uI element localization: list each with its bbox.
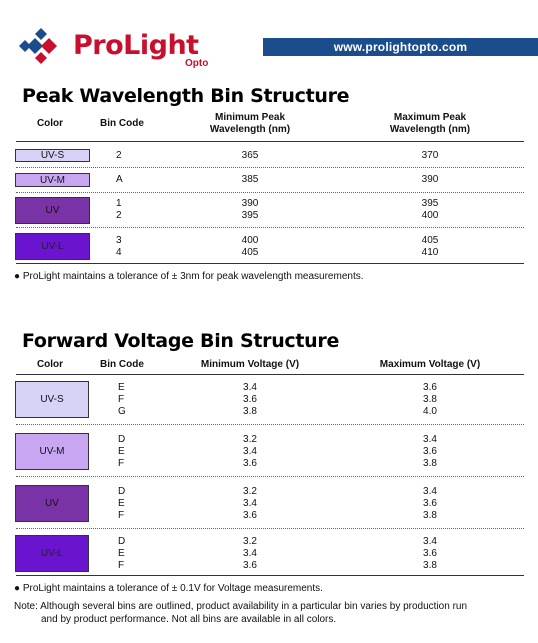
voltage-bins: D E F — [118, 434, 126, 469]
swatch-uv-s: UV-S — [15, 381, 89, 418]
voltage-header-max: Maximum Voltage (V) — [379, 359, 481, 370]
voltage-bins: E F G — [118, 382, 126, 417]
peak-header-rule — [16, 141, 524, 142]
swatch-uv-l: UV-L — [15, 535, 89, 572]
voltage-header-bin-code: Bin Code — [100, 359, 144, 370]
voltage-min: 3.2 3.4 3.6 — [243, 434, 257, 469]
brand-sub: Opto — [185, 58, 209, 69]
peak-min: 390 395 — [241, 198, 259, 221]
voltage-header-color: Color — [36, 359, 64, 370]
voltage-header-rule — [16, 374, 524, 375]
peak-min: 400 405 — [241, 235, 259, 258]
voltage-section-title: Forward Voltage Bin Structure — [22, 330, 340, 352]
swatch-uv-s: UV-S — [15, 149, 90, 162]
voltage-max: 3.4 3.6 3.8 — [423, 486, 437, 521]
peak-max: 390 — [421, 174, 439, 185]
peak-section-title: Peak Wavelength Bin Structure — [22, 85, 350, 107]
swatch-uv: UV — [15, 197, 90, 224]
peak-max: 405 410 — [421, 235, 439, 258]
peak-bin: A — [116, 174, 123, 185]
prolight-logo — [17, 26, 217, 70]
peak-bin: 3 4 — [116, 235, 122, 258]
peak-bin: 2 — [116, 150, 122, 161]
peak-bin: 1 2 — [116, 198, 122, 221]
peak-header-bin-code: Bin Code — [100, 118, 144, 129]
peak-bottom-rule — [16, 263, 524, 264]
voltage-bins: D E F — [118, 486, 126, 521]
swatch-uv: UV — [15, 485, 89, 522]
voltage-max: 3.4 3.6 3.8 — [423, 434, 437, 469]
peak-header-max: Maximum Peak Wavelength (nm) — [389, 112, 471, 135]
voltage-max: 3.4 3.6 3.8 — [423, 536, 437, 571]
voltage-bottom-rule — [16, 575, 524, 576]
divider — [16, 167, 524, 168]
divider — [16, 192, 524, 193]
voltage-min: 3.2 3.4 3.6 — [243, 536, 257, 571]
peak-tolerance-note: ● ProLight maintains a tolerance of ± 3nm for peak wavelength measurements. — [14, 271, 364, 282]
divider — [16, 424, 524, 425]
divider — [16, 476, 524, 477]
voltage-tolerance-note: ● ProLight maintains a tolerance of ± 0.1V for Voltage measurements. — [14, 583, 323, 594]
website-url-link[interactable]: www.prolightopto.com — [263, 38, 538, 56]
divider — [16, 227, 524, 228]
peak-header-min: Minimum Peak Wavelength (nm) — [209, 112, 291, 135]
peak-max: 370 — [421, 150, 439, 161]
peak-min: 385 — [241, 174, 259, 185]
voltage-min: 3.2 3.4 3.6 — [243, 486, 257, 521]
swatch-uv-m: UV-M — [15, 433, 89, 470]
peak-max: 395 400 — [421, 198, 439, 221]
diamond-logo-icon — [17, 28, 67, 64]
voltage-header-min: Minimum Voltage (V) — [200, 359, 300, 370]
swatch-uv-m: UV-M — [15, 173, 90, 187]
voltage-max: 3.6 3.8 4.0 — [423, 382, 437, 417]
voltage-min: 3.4 3.6 3.8 — [243, 382, 257, 417]
divider — [16, 528, 524, 529]
availability-footnote: Note: Although several bins are outlined, product availability in a particular bin varies by production run and by product performance. Not all bins are available in all colors. — [14, 601, 468, 625]
voltage-bins: D E F — [118, 536, 126, 571]
swatch-uv-l: UV-L — [15, 233, 90, 260]
peak-min: 365 — [241, 150, 259, 161]
brand-name: ProLight — [73, 30, 199, 61]
peak-header-color: Color — [36, 118, 64, 129]
